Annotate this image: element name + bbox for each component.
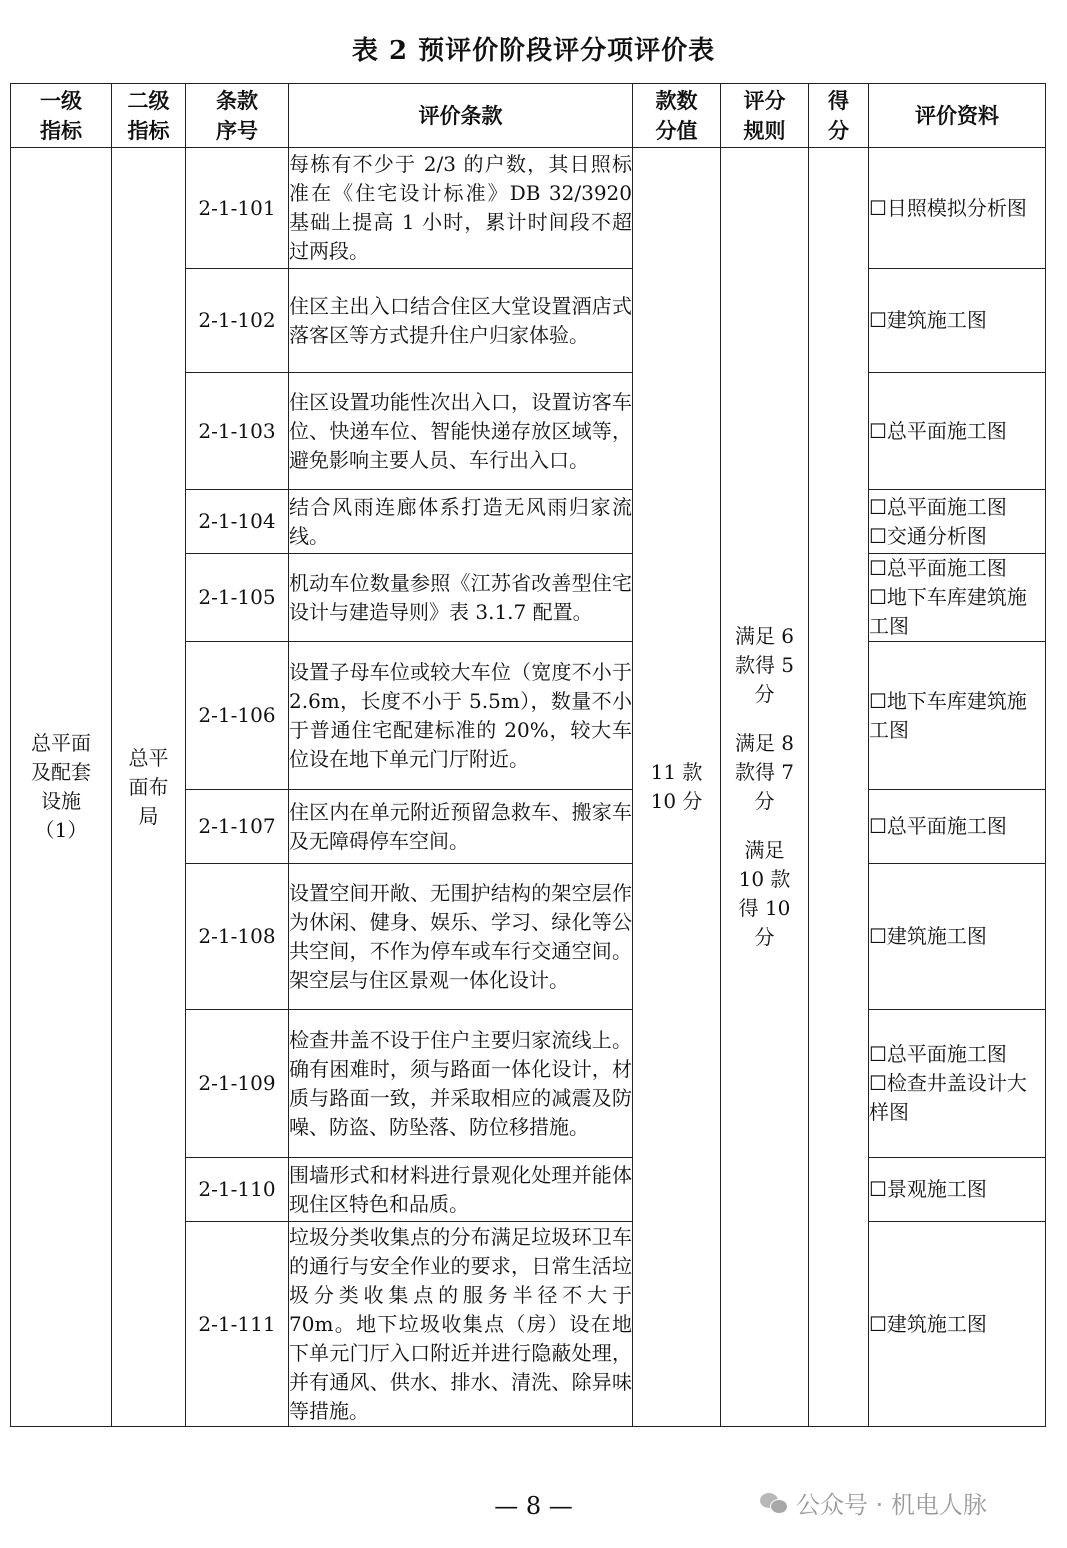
material-cell xyxy=(869,1222,1046,1427)
level1-text: 设施 xyxy=(41,789,81,813)
material-cell xyxy=(869,269,1046,373)
material-cell xyxy=(869,790,1046,864)
clause-text: 垃圾分类收集点的分布满足垃圾环卫车的通行与安全作业的要求，日常生活垃圾分类收集点的服务半径不大于 70m。地下垃圾收集点（房）设在地下单元门厅入口附近并进行隐蔽处理，并有通风、供水、排水、清洗、除异味等措施。 xyxy=(289,1222,633,1427)
clause-seq: 2-1-106 xyxy=(186,642,289,790)
rule-text: 分 xyxy=(754,925,775,949)
header-rule: 评分 规则 xyxy=(721,84,809,148)
material-checkbox-item[interactable]: ☐建筑施工图 xyxy=(869,924,987,948)
material-cell xyxy=(869,148,1046,269)
watermark xyxy=(760,1485,987,1520)
material-cell xyxy=(869,864,1046,1010)
clause-seq: 2-1-105 xyxy=(186,554,289,642)
evaluation-table xyxy=(10,83,1046,1427)
clause-seq: 2-1-107 xyxy=(186,790,289,864)
clause-seq: 2-1-111 xyxy=(186,1222,289,1427)
page-number: — 8 — xyxy=(494,1492,573,1520)
header-material: 评价资料 xyxy=(869,84,1046,148)
header-clause: 评价条款 xyxy=(289,84,633,148)
header-level1: 一级 指标 xyxy=(11,84,112,148)
material-checkbox-item[interactable]: ☐总平面施工图 xyxy=(869,1042,1007,1066)
level1-indicator xyxy=(11,148,112,1427)
clause-text: 住区主出入口结合住区大堂设置酒店式落客区等方式提升住户归家体验。 xyxy=(289,269,633,373)
level2-text: 局 xyxy=(138,803,159,828)
scoring-rule xyxy=(721,148,809,1427)
count-text: 10 分 xyxy=(650,789,703,813)
score-cell[interactable] xyxy=(809,148,869,1427)
level2-text: 总平 xyxy=(128,745,169,770)
rule-block xyxy=(721,836,808,952)
clause-seq: 2-1-103 xyxy=(186,373,289,490)
clause-text: 每栋有不少于 2/3 的户数，其日照标准在《住宅设计标准》DB 32/3920 基础上提高 1 小时，累计时间段不超过两段。 xyxy=(289,148,633,269)
level1-text: 及配套 xyxy=(31,760,91,784)
rule-text: 10 款 xyxy=(738,867,791,891)
clause-seq: 2-1-104 xyxy=(186,490,289,554)
rule-text: 得 10 xyxy=(738,896,791,920)
count-value xyxy=(633,148,721,1427)
level1-text: （1） xyxy=(34,818,88,842)
clause-seq: 2-1-109 xyxy=(186,1010,289,1158)
rule-block xyxy=(721,729,808,816)
count-text: 11 款 xyxy=(650,760,703,784)
header-count: 款数 分值 xyxy=(633,84,721,148)
rule-text: 满足 xyxy=(744,838,785,862)
clause-seq: 2-1-108 xyxy=(186,864,289,1010)
rule-block xyxy=(721,622,808,709)
clause-text: 住区内在单元附近预留急救车、搬家车及无障碍停车空间。 xyxy=(289,790,633,864)
clause-text: 机动车位数量参照《江苏省改善型住宅设计与建造导则》表 3.1.7 配置。 xyxy=(289,554,633,642)
material-checkbox-item[interactable]: ☐总平面施工图 xyxy=(869,814,1007,838)
table-title: 表 2 预评价阶段评分项评价表 xyxy=(351,36,716,66)
clause-text: 设置空间开敞、无围护结构的架空层作为休闲、健身、娱乐、学习、绿化等公共空间，不作为停车或车行交通空间。架空层与住区景观一体化设计。 xyxy=(289,864,633,1010)
material-checkbox-item[interactable]: ☐地下车库建筑施工图 xyxy=(869,585,1027,638)
material-cell xyxy=(869,1010,1046,1158)
watermark-text: 公众号 · 机电人脉 xyxy=(796,1491,987,1519)
level2-indicator xyxy=(112,148,186,1427)
material-cell xyxy=(869,373,1046,490)
clause-seq: 2-1-101 xyxy=(186,148,289,269)
rule-text: 满足 6 xyxy=(734,624,795,648)
header-row xyxy=(11,84,1046,148)
material-checkbox-item[interactable]: ☐总平面施工图 xyxy=(869,494,1007,519)
rule-text: 款得 7 xyxy=(734,760,795,784)
material-checkbox-item[interactable]: ☐检查井盖设计大样图 xyxy=(869,1071,1027,1124)
material-cell xyxy=(869,554,1046,642)
material-checkbox-item[interactable]: ☐日照模拟分析图 xyxy=(869,195,1027,220)
clause-seq: 2-1-110 xyxy=(186,1158,289,1222)
level2-text: 面布 xyxy=(128,774,169,799)
rule-text: 分 xyxy=(754,682,775,706)
material-cell xyxy=(869,642,1046,790)
header-score: 得 分 xyxy=(809,84,869,148)
header-seq: 条款 序号 xyxy=(186,84,289,148)
clause-text: 围墙形式和材料进行景观化处理并能体现住区特色和品质。 xyxy=(289,1158,633,1222)
material-checkbox-item[interactable]: ☐建筑施工图 xyxy=(869,1311,987,1336)
rule-text: 分 xyxy=(754,789,775,813)
rule-text: 满足 8 xyxy=(734,731,795,755)
clause-text: 结合风雨连廊体系打造无风雨归家流线。 xyxy=(289,490,633,554)
clause-seq: 2-1-102 xyxy=(186,269,289,373)
material-cell xyxy=(869,1158,1046,1222)
material-checkbox-item[interactable]: ☐建筑施工图 xyxy=(869,308,987,332)
clause-text: 设置子母车位或较大车位（宽度不小于 2.6m，长度不小于 5.5m），数量不小于普通住宅配建标准的 20%，较大车位设在地下单元门厅附近。 xyxy=(289,642,633,790)
wechat-icon xyxy=(760,1491,788,1515)
material-checkbox-item[interactable]: ☐地下车库建筑施工图 xyxy=(869,688,1027,742)
rule-text: 款得 5 xyxy=(734,653,795,677)
material-checkbox-item[interactable]: ☐交通分析图 xyxy=(869,523,987,548)
clause-text: 检查井盖不设于住户主要归家流线上。确有困难时，须与路面一体化设计，材质与路面一致，并采取相应的减震及防噪、防盗、防坠落、防位移措施。 xyxy=(289,1010,633,1158)
material-checkbox-item[interactable]: ☐总平面施工图 xyxy=(869,418,1007,443)
level1-text: 总平面 xyxy=(31,731,91,755)
material-cell xyxy=(869,490,1046,554)
table-body xyxy=(11,148,1046,1427)
clause-text: 住区设置功能性次出入口，设置访客车位、快递车位、智能快递存放区域等，避免影响主要人员、车行出入口。 xyxy=(289,373,633,490)
material-checkbox-item[interactable]: ☐总平面施工图 xyxy=(869,556,1007,580)
table-row xyxy=(11,148,1046,269)
material-checkbox-item[interactable]: ☐景观施工图 xyxy=(869,1177,987,1201)
header-level2: 二级 指标 xyxy=(112,84,186,148)
